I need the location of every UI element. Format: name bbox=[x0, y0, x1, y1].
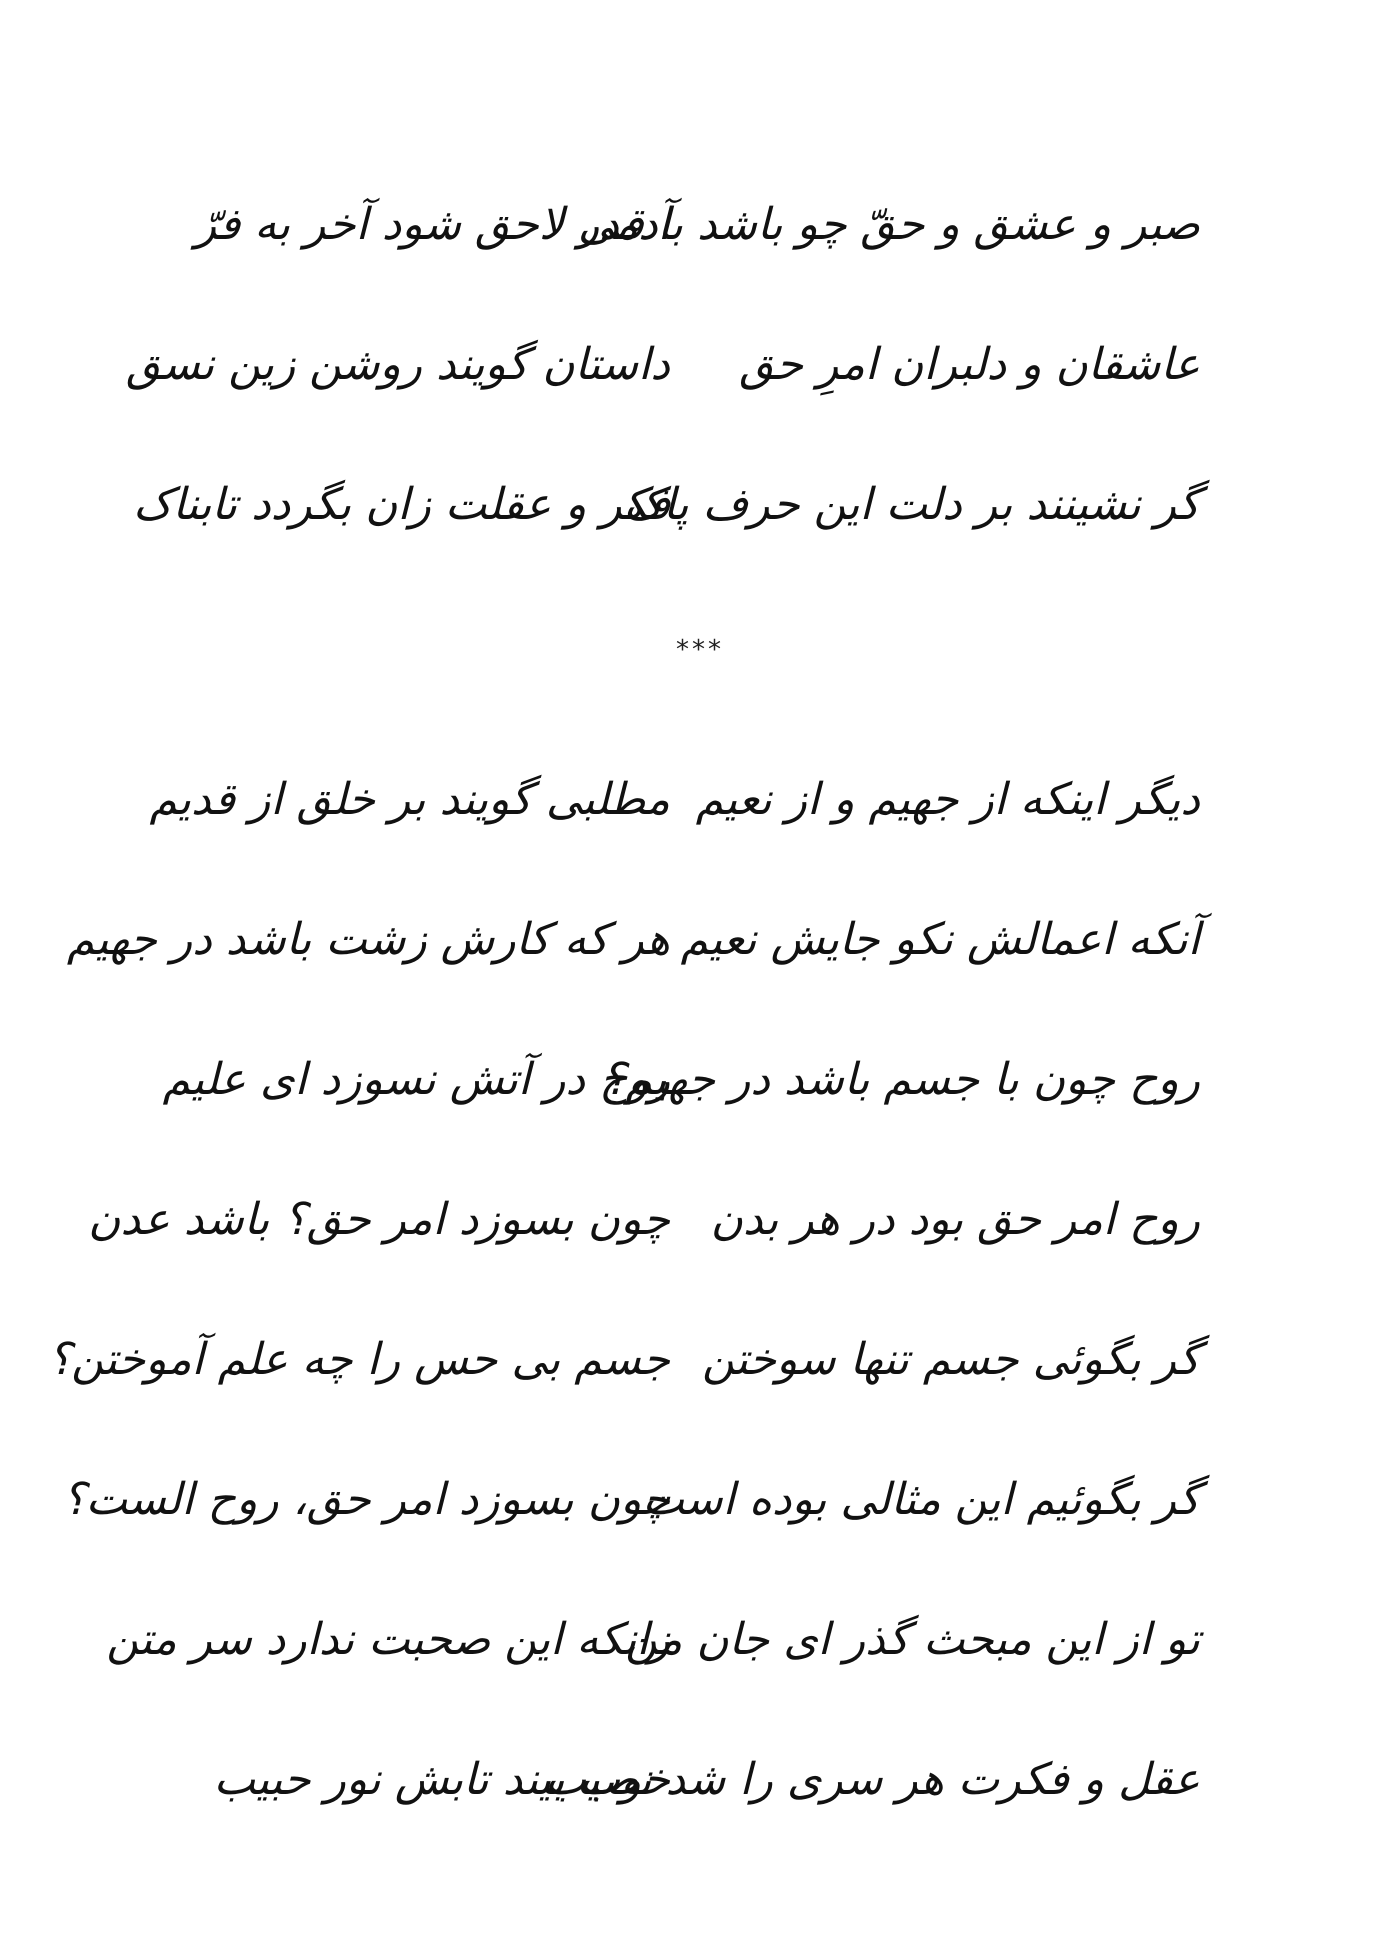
stanza-2 bbox=[0, 735, 1400, 1855]
stanza-1 bbox=[0, 160, 1400, 580]
first-hemistich: تو از این مبحث گذر ای جان من bbox=[625, 1614, 1200, 1665]
couplet bbox=[0, 1015, 1400, 1155]
second-hemistich: فکر و عقلت زان بگردد تابناک bbox=[133, 479, 670, 530]
couplet bbox=[0, 440, 1400, 580]
first-hemistich: روح امر حق بود در هر بدن bbox=[710, 1194, 1200, 1245]
second-hemistich: چون بسوزد امر حق؟ باشد عدن bbox=[88, 1194, 670, 1245]
couplet bbox=[0, 1575, 1400, 1715]
second-hemistich: زانکه این صحبت ندارد سر متن bbox=[106, 1614, 670, 1665]
first-hemistich: عقل و فکرت هر سری را شد نصیب bbox=[544, 1754, 1200, 1805]
stanza-separator: *** bbox=[676, 635, 724, 665]
second-hemistich: هر که کارش زشت باشد در جهیم bbox=[66, 914, 670, 965]
couplet bbox=[0, 875, 1400, 1015]
couplet bbox=[0, 1715, 1400, 1855]
second-hemistich: خوب بیند تابش نور حبیب bbox=[213, 1754, 670, 1805]
first-hemistich: روح چون با جسم باشد در جهیم؟ bbox=[601, 1054, 1200, 1105]
couplet bbox=[0, 1155, 1400, 1295]
first-hemistich: گر نشینند بر دلت این حرف پاک bbox=[623, 479, 1200, 530]
second-hemistich: روح در آتش نسوزد ای علیم bbox=[162, 1054, 670, 1105]
first-hemistich: دیگر اینکه از جهیم و از نعیم bbox=[695, 774, 1200, 825]
second-hemistich: چون بسوزد امر حق، روح الست؟ bbox=[62, 1474, 670, 1525]
couplet bbox=[0, 1435, 1400, 1575]
couplet bbox=[0, 300, 1400, 440]
first-hemistich: آنکه اعمالش نکو جایش نعیم bbox=[680, 914, 1200, 965]
couplet bbox=[0, 735, 1400, 875]
first-hemistich: گر بگوئیم این مثالی بوده است bbox=[642, 1474, 1200, 1525]
second-hemistich: جسم بی حس را چه علم آموختن؟ bbox=[47, 1334, 670, 1385]
couplet bbox=[0, 1295, 1400, 1435]
first-hemistich: عاشقان و دلبران امرِ حق bbox=[739, 339, 1200, 390]
couplet bbox=[0, 160, 1400, 300]
first-hemistich: صبر و عشق و حقّ چو باشد با قدر bbox=[578, 199, 1200, 250]
second-hemistich: آدمی لاحق شود آخر به فرّ bbox=[194, 199, 670, 250]
first-hemistich: گر بگوئی جسم تنها سوختن bbox=[702, 1334, 1200, 1385]
second-hemistich: داستان گویند روشن زین نسق bbox=[126, 339, 670, 390]
second-hemistich: مطلبی گویند بر خلق از قدیم bbox=[149, 774, 670, 825]
